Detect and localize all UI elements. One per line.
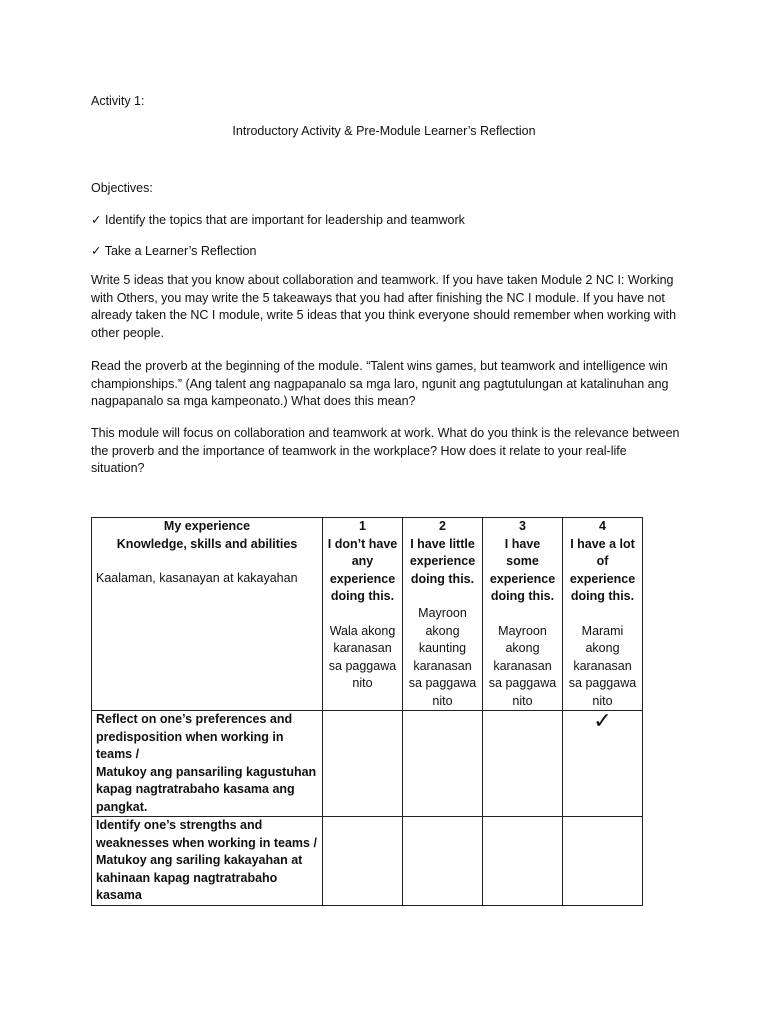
activity-label: Activity 1: [91, 94, 145, 108]
relevance-paragraph: This module will focus on collaboration and teamwork at work. What do you think is the relevance between the proverb and the importance of teamwork in the workplace? How does it relate to your real-life situation? [91, 426, 680, 475]
header-main-line1: My experience [163, 519, 251, 533]
objective-item [91, 212, 465, 227]
rating-cell-1[interactable] [323, 711, 403, 817]
checkmark-icon: ✓ [593, 709, 612, 734]
table-row [92, 817, 643, 906]
level-en: I have little experience doing this. [409, 536, 476, 586]
rating-cell-4[interactable] [563, 817, 643, 906]
level-en: I don’t have any experience doing this. [327, 536, 398, 603]
objectives-label: Objectives: [91, 181, 153, 195]
row-description [92, 711, 323, 817]
row-tl: Matukoy ang pansariling kagustuhan kapag nagtratrabaho kasama ang pangkat. [96, 764, 317, 814]
rating-cell-1[interactable] [323, 817, 403, 906]
page-title: Introductory Activity & Pre-Module Learner’s Reflection [232, 124, 536, 138]
check-icon: ✓ [91, 212, 102, 227]
rating-cell-3[interactable] [483, 817, 563, 906]
objective-text: Identify the topics that are important for leadership and teamwork [104, 213, 465, 227]
level-tl: Marami akong karanasan sa paggawa nito [568, 623, 637, 708]
level-tl: Mayroon akong karanasan sa paggawa nito [488, 623, 557, 708]
proverb-paragraph: Read the proverb at the beginning of the module. “Talent wins games, but teamwork and intelligence win championships.” (Ang talent ang nagpapanalo sa mga laro, ngunit ang pagtutulungan at katalinuhan ang nagpapanalo sa mga kampeonato.) What does this mean? [91, 359, 669, 408]
row-en: Identify one’s strengths and weaknesses when working in teams / [96, 818, 317, 850]
objective-item [91, 243, 256, 258]
level-en: I have a lot of experience doing this. [569, 536, 636, 603]
row-en: Reflect on one’s preferences and predisposition when working in teams / [96, 712, 293, 761]
rating-cell-3[interactable] [483, 711, 563, 817]
rating-cell-2[interactable] [403, 817, 483, 906]
rating-cell-2[interactable] [403, 711, 483, 817]
level-number: 2 [439, 519, 446, 533]
level-tl: Mayroon akong kaunting karanasan sa paggawa nito [408, 606, 477, 708]
table-row [92, 711, 643, 817]
level-number: 1 [359, 519, 366, 533]
header-level-3 [483, 518, 563, 711]
level-en: I have some experience doing this. [489, 536, 556, 603]
header-main-tl: Kaalaman, kasanayan at kakayahan [96, 571, 298, 585]
table-header-row [92, 518, 643, 711]
level-number: 4 [599, 519, 606, 533]
instruction-paragraph: Write 5 ideas that you know about collaboration and teamwork. If you have taken Module 2 NC I: Working with Others, you may write the 5 takeaways that you had after finishing the NC I module. If you have not already taken the NC I module, write 5 ideas that you think everyone should remember when working with other people. [91, 273, 677, 340]
header-main-line2: Knowledge, skills and abilities [116, 536, 298, 551]
row-description [92, 817, 323, 906]
header-level-2 [403, 518, 483, 711]
level-number: 3 [519, 519, 526, 533]
reflection-table [91, 517, 643, 906]
objective-text: Take a Learner’s Reflection [104, 244, 257, 258]
row-tl: Matukoy ang sariling kakayahan at kahinaan kapag nagtratrabaho kasama [96, 853, 303, 902]
rating-cell-4[interactable] [563, 711, 643, 817]
level-tl: Wala akong karanasan sa paggawa nito [328, 623, 397, 690]
header-experience [92, 518, 323, 711]
check-icon: ✓ [91, 243, 102, 258]
header-level-4 [563, 518, 643, 711]
header-level-1 [323, 518, 403, 711]
